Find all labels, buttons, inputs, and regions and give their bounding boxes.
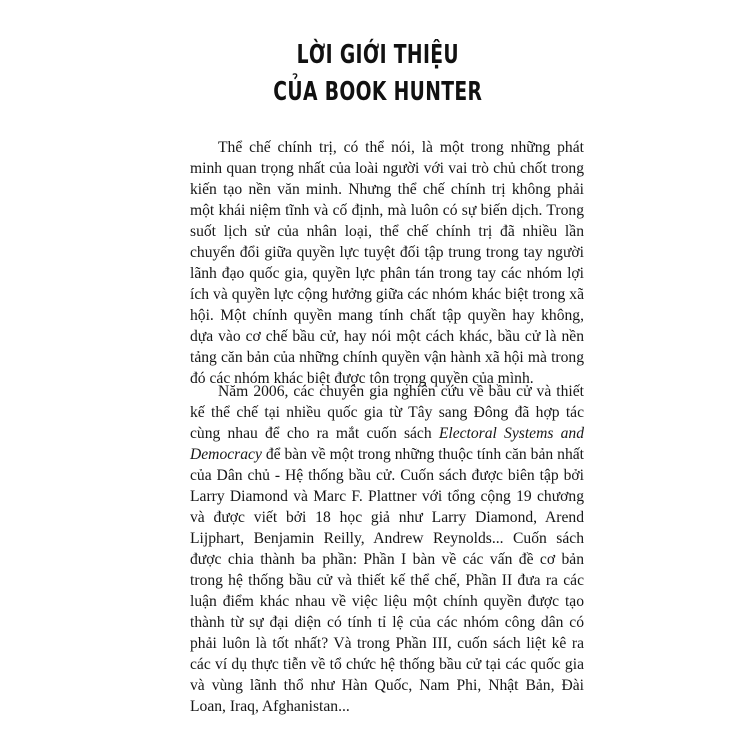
paragraph-2-text-after: để bàn về một trong những thuộc tính căn bản nhất của Dân chủ - Hệ thống bầu cử. Cuốn sách được biên tập bởi Larry Diamond và Marc F. Plattner với tổng cộng 19 chương và được viết bởi 18 học giả như Larry Diamond, Arend Lijphart, Benjamin Reilly, Andrew Reynolds... Cuốn sách được chia thành ba phần: Phần I bàn về các vấn đề cơ bản trong hệ thống bầu cử và thiết kế thể chế, Phần II đưa ra các luận điểm khác nhau về việc liệu một chính quyền được tạo thành từ sự đại diện có tính tỉ lệ của các nhóm công dân có phải luôn là tốt nhất? Và trong Phần III, cuốn sách liệt kê ra các ví dụ thực tiễn về tổ chức hệ thống bầu cử tại các quốc gia và vùng lãnh thổ như Hàn Quốc, Nam Phi, Nhật Bản, Đài Loan, Iraq, Afghanistan... [190, 446, 584, 715]
paragraph-1-text: Thể chế chính trị, có thể nói, là một trong những phát minh quan trọng nhất của loài người với vai trò chủ chốt trong kiến tạo nền văn minh. Nhưng thể chế chính trị không phải một khái niệm tĩnh và cố định, mà luôn có sự biến dịch. Trong suốt lịch sử của nhân loại, thể chế chính trị đã nhiều lần chuyển đổi giữa quyền lực tuyệt đối tập trung trong tay người lãnh đạo quốc gia, quyền lực phân tán trong tay các nhóm lợi ích và quyền lực cộng hưởng giữa các nhóm khác biệt trong xã hội. Một chính quyền mang tính chất tập quyền hay không, dựa vào cơ chế bầu cử, hay nói một cách khác, bầu cử là nền tảng căn bản của những chính quyền vận hành xã hội mà trong đó các nhóm khác biệt được tôn trọng quyền của mình. [190, 139, 584, 387]
paragraph-2-text-before: Năm 2006, các chuyên gia nghiên cứu về bầu cử và thiết kế thể chế tại nhiều quốc gia từ Tây sang Đông đã hợp tác cùng nhau để cho ra mắt cuốn sách [190, 383, 584, 442]
page-title-line-1: LỜI GIỚI THIỆU [296, 40, 459, 70]
introduction-paragraph-1 [190, 137, 584, 389]
book-title: Electoral Systems and Democracy [190, 425, 584, 463]
page-title-line-2: CỦA BOOK HUNTER [273, 77, 483, 107]
introduction-paragraph-2 [190, 381, 584, 717]
